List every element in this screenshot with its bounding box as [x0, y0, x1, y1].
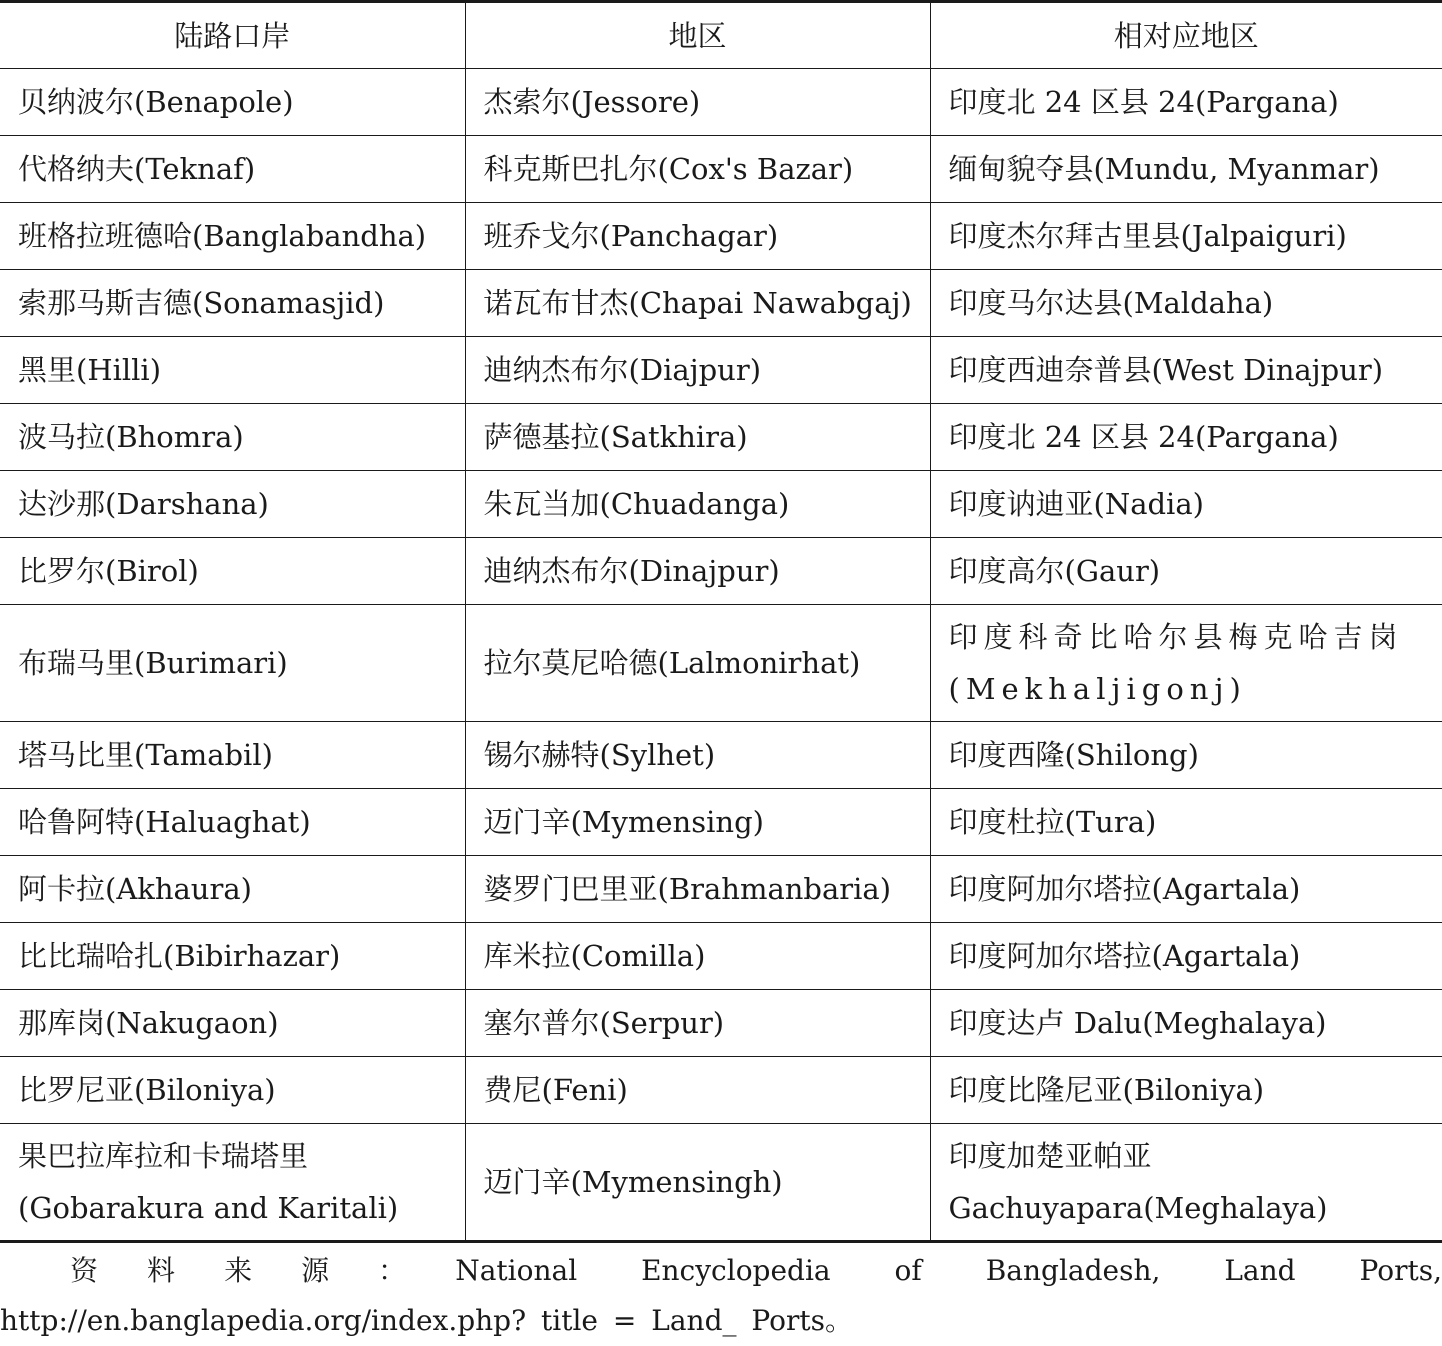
cell-land-port: 果巴拉库拉和卡瑞塔里(Gobarakura and Karitali)	[0, 1124, 465, 1242]
table-row	[0, 722, 1442, 789]
cell-land-port: 贝纳波尔(Benapole)	[0, 69, 465, 136]
cell-land-port: 比罗尔(Birol)	[0, 538, 465, 605]
table-row	[0, 538, 1442, 605]
cell-corresponding-region: 印度达卢 Dalu(Meghalaya)	[930, 990, 1442, 1057]
cell-region: 科克斯巴扎尔(Cox's Bazar)	[465, 136, 930, 203]
cell-region: 萨德基拉(Satkhira)	[465, 404, 930, 471]
cell-corresponding-region: 印度杰尔拜古里县(Jalpaiguri)	[930, 203, 1442, 270]
cell-land-port: 班格拉班德哈(Banglabandha)	[0, 203, 465, 270]
cell-corresponding-region: 印度科奇比哈尔县梅克哈吉岗(Mekhaljigonj)	[930, 605, 1442, 722]
cell-region: 迈门辛(Mymensingh)	[465, 1124, 930, 1242]
cell-region: 锡尔赫特(Sylhet)	[465, 722, 930, 789]
cell-land-port: 比比瑞哈扎(Bibirhazar)	[0, 923, 465, 990]
cell-land-port: 哈鲁阿特(Haluaghat)	[0, 789, 465, 856]
cell-region: 杰索尔(Jessore)	[465, 69, 930, 136]
cell-region: 诺瓦布甘杰(Chapai Nawabgaj)	[465, 270, 930, 337]
table-row	[0, 471, 1442, 538]
source-note: 资料来源：National Encyclopedia of Bangladesh, Land Ports, http://en.banglapedia.org/index.php? title = Land_ Ports。	[0, 1254, 1442, 1337]
table-row	[0, 337, 1442, 404]
cell-region: 迈门辛(Mymensing)	[465, 789, 930, 856]
table-row	[0, 789, 1442, 856]
cell-region: 塞尔普尔(Serpur)	[465, 990, 930, 1057]
cell-region: 库米拉(Comilla)	[465, 923, 930, 990]
cell-land-port: 波马拉(Bhomra)	[0, 404, 465, 471]
cell-corresponding-region: 印度比隆尼亚(Biloniya)	[930, 1057, 1442, 1124]
table-row	[0, 1057, 1442, 1124]
cell-land-port: 代格纳夫(Teknaf)	[0, 136, 465, 203]
cell-corresponding-region: 缅甸貌夺县(Mundu, Myanmar)	[930, 136, 1442, 203]
cell-region: 迪纳杰布尔(Diajpur)	[465, 337, 930, 404]
cell-region: 迪纳杰布尔(Dinajpur)	[465, 538, 930, 605]
cell-corresponding-region: 印度马尔达县(Maldaha)	[930, 270, 1442, 337]
cell-region: 婆罗门巴里亚(Brahmanbaria)	[465, 856, 930, 923]
cell-land-port: 达沙那(Darshana)	[0, 471, 465, 538]
cell-corresponding-region: 印度北 24 区县 24(Pargana)	[930, 404, 1442, 471]
cell-region: 费尼(Feni)	[465, 1057, 930, 1124]
table-row	[0, 923, 1442, 990]
table-row	[0, 404, 1442, 471]
table-row	[0, 136, 1442, 203]
cell-land-port: 塔马比里(Tamabil)	[0, 722, 465, 789]
cell-corresponding-region: 印度高尔(Gaur)	[930, 538, 1442, 605]
cell-region: 朱瓦当加(Chuadanga)	[465, 471, 930, 538]
table-row	[0, 1124, 1442, 1242]
cell-region: 拉尔莫尼哈德(Lalmonirhat)	[465, 605, 930, 722]
table-row	[0, 270, 1442, 337]
cell-corresponding-region: 印度北 24 区县 24(Pargana)	[930, 69, 1442, 136]
cell-corresponding-region: 印度西迪奈普县(West Dinajpur)	[930, 337, 1442, 404]
cell-land-port: 那库岗(Nakugaon)	[0, 990, 465, 1057]
table-row	[0, 203, 1442, 270]
header-land-port: 陆路口岸	[0, 2, 465, 69]
table-row	[0, 605, 1442, 722]
cell-corresponding-region: 印度阿加尔塔拉(Agartala)	[930, 856, 1442, 923]
cell-land-port: 布瑞马里(Burimari)	[0, 605, 465, 722]
cell-land-port: 黑里(Hilli)	[0, 337, 465, 404]
cell-land-port: 比罗尼亚(Biloniya)	[0, 1057, 465, 1124]
cell-land-port: 索那马斯吉德(Sonamasjid)	[0, 270, 465, 337]
table-row	[0, 856, 1442, 923]
header-region: 地区	[465, 2, 930, 69]
cell-corresponding-region: 印度讷迪亚(Nadia)	[930, 471, 1442, 538]
cell-corresponding-region: 印度西隆(Shilong)	[930, 722, 1442, 789]
table-header-row	[0, 2, 1442, 69]
cell-region: 班乔戈尔(Panchagar)	[465, 203, 930, 270]
table-row	[0, 990, 1442, 1057]
header-corresponding-region: 相对应地区	[930, 2, 1442, 69]
table-row	[0, 69, 1442, 136]
cell-corresponding-region: 印度阿加尔塔拉(Agartala)	[930, 923, 1442, 990]
cell-corresponding-region: 印度杜拉(Tura)	[930, 789, 1442, 856]
cell-corresponding-region: 印度加楚亚帕亚 Gachuyapara(Meghalaya)	[930, 1124, 1442, 1242]
cell-land-port: 阿卡拉(Akhaura)	[0, 856, 465, 923]
